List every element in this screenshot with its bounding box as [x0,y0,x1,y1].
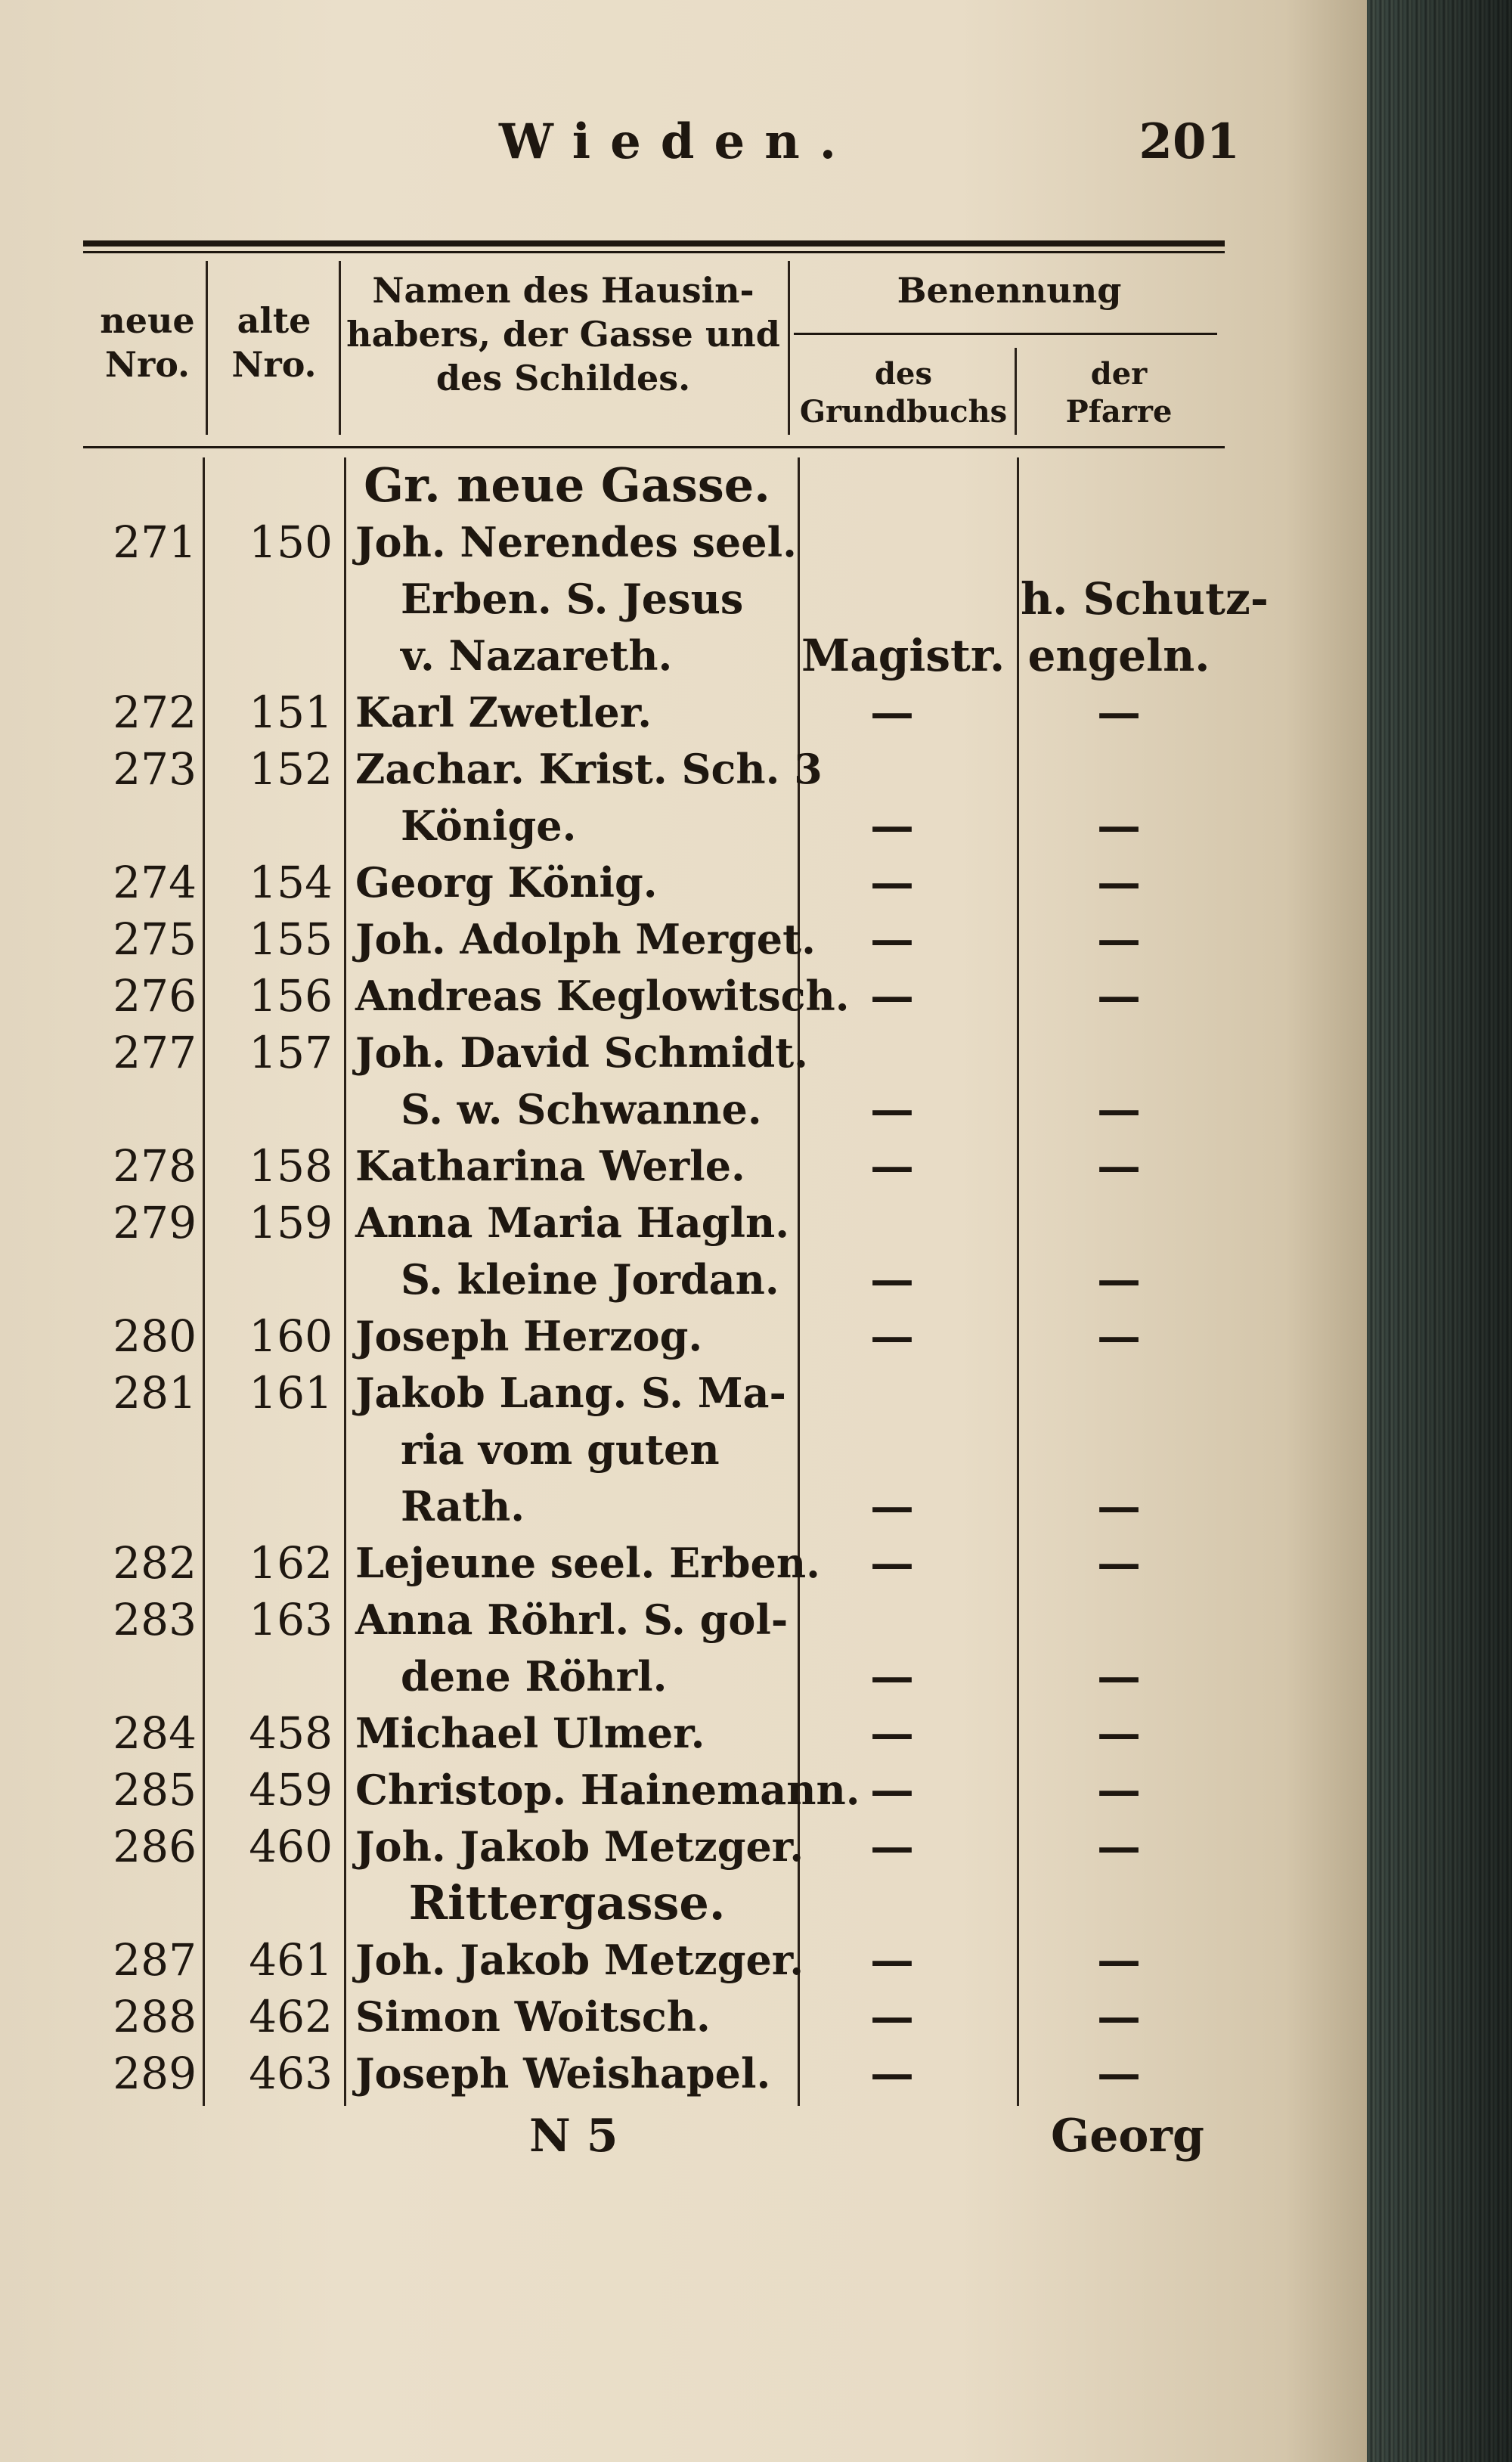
header-pfarre-line2: Pfarre [1065,394,1173,429]
new-number: 289 [113,2048,197,2099]
owner-name: Anna Röhrl. S. gol- [355,1595,789,1644]
table-row [0,1195,1367,1251]
new-number: 280 [113,1310,197,1362]
pfarre-cell: — [1097,1254,1141,1305]
owner-name: Erben. S. Jesus [401,575,744,623]
new-number: 285 [113,1764,197,1815]
new-number: 283 [113,1594,197,1645]
street-heading [0,457,1367,513]
top-rule-thin [83,251,1225,253]
table-row [0,1705,1367,1761]
benennung-rule [794,333,1217,335]
owner-name: Georg König. [355,858,658,907]
old-number: 157 [249,1027,333,1078]
street-name: Rittergasse. [408,1875,726,1930]
table-row [0,1025,1367,1081]
owner-name: dene Röhrl. [401,1652,668,1701]
old-number: 151 [249,687,333,738]
owner-name: Simon Woitsch. [355,1992,711,2041]
table-row [0,571,1367,627]
grundbuch-cell: Magistr. [801,630,1005,681]
old-number: 460 [249,1821,333,1872]
pfarre-cell: engeln. [1027,630,1210,681]
new-number: 272 [113,687,197,738]
owner-name: ria vom guten [401,1425,720,1474]
pfarre-cell: — [1097,1140,1141,1192]
table-row [0,968,1367,1024]
old-number: 162 [249,1537,333,1589]
owner-name: Karl Zwetler. [355,688,652,736]
owner-name: S. kleine Jordan. [401,1255,779,1304]
owner-name: Andreas Keglowitsch. [355,972,850,1020]
grundbuch-cell: — [870,800,914,851]
table-row [0,1592,1367,1648]
header-namen-line1: Namen des Hausin- [372,270,754,311]
grundbuch-cell: — [870,1140,914,1192]
old-number: 161 [249,1367,333,1419]
pfarre-cell: — [1097,1821,1141,1872]
grundbuch-cell: — [870,970,914,1022]
new-number: 275 [113,913,197,965]
new-number: 274 [113,857,197,908]
signature-mark: N 5 [529,2110,618,2163]
header-namen-line3: des Schildes. [435,358,691,398]
old-number: 458 [249,1707,333,1759]
new-number: 277 [113,1027,197,1078]
header-grundbuchs-line2: Grundbuchs [799,394,1008,429]
table-row [0,911,1367,967]
pfarre-cell: — [1097,857,1141,908]
running-title: Wieden. [499,113,857,170]
old-number: 459 [249,1764,333,1815]
owner-name: Könige. [401,802,577,850]
owner-name: Lejeune seel. Erben. [355,1539,820,1587]
table-row [0,1308,1367,1364]
grundbuch-cell: — [870,1537,914,1589]
new-number: 287 [113,1934,197,1986]
pfarre-cell: — [1097,913,1141,965]
header-neue-line1: neue [100,300,195,341]
table-row [0,1422,1367,1478]
table-row [0,1365,1367,1421]
grundbuch-cell: — [870,1651,914,1702]
old-number: 462 [249,1991,333,2042]
grundbuch-cell: — [870,1991,914,2042]
header-bottom-rule [83,446,1225,448]
pfarre-cell: — [1097,1651,1141,1702]
owner-name: Katharina Werle. [355,1142,745,1190]
table-row [0,1138,1367,1194]
owner-name: Joh. David Schmidt. [355,1028,808,1077]
owner-name: Joseph Weishapel. [355,2049,771,2098]
header-divider [339,261,341,435]
table-row [0,1535,1367,1591]
owner-name: Michael Ulmer. [355,1709,705,1757]
new-number: 284 [113,1707,197,1759]
table-row [0,628,1367,684]
grundbuch-cell: — [870,1821,914,1872]
new-number: 281 [113,1367,197,1419]
old-number: 158 [249,1140,333,1192]
pfarre-cell: — [1097,970,1141,1022]
header-alte-line1: alte [237,300,311,341]
table-row [0,1762,1367,1818]
old-number: 154 [249,857,333,908]
table-row [0,1819,1367,1874]
grundbuch-cell: — [870,913,914,965]
pfarre-cell: — [1097,1934,1141,1986]
top-rule [83,240,1225,247]
owner-name: Zachar. Krist. Sch. 3 [355,745,823,793]
table-row [0,1251,1367,1307]
table-row [0,1478,1367,1534]
old-number: 150 [249,516,333,568]
new-number: 271 [113,516,197,568]
new-number: 273 [113,743,197,795]
new-number: 276 [113,970,197,1022]
old-number: 155 [249,913,333,965]
page-number: 201 [1139,113,1240,170]
pfarre-cell: — [1097,1537,1141,1589]
old-number: 163 [249,1594,333,1645]
book-page-edge [1367,0,1512,2462]
table-row [0,1648,1367,1704]
catchword: Georg [1051,2110,1204,2163]
owner-name: Christop. Hainemann. [355,1766,860,1814]
owner-name: Joh. Jakob Metzger. [355,1822,804,1871]
header-pfarre-line1: der [1090,356,1148,392]
grundbuch-cell: — [870,857,914,908]
table-row [0,684,1367,740]
header-pfarre [1021,355,1217,431]
header-neue [91,299,204,386]
table-row [0,1081,1367,1137]
pfarre-cell: — [1097,1481,1141,1532]
pfarre-cell: — [1097,1707,1141,1759]
table-row [0,2045,1367,2101]
header-neue-line2: Nro. [104,344,191,385]
table-row [0,1932,1367,1988]
owner-name: Anna Maria Hagln. [355,1198,790,1247]
owner-name: S. w. Schwanne. [401,1085,762,1133]
grundbuch-cell: — [870,1254,914,1305]
grundbuch-cell: — [870,1481,914,1532]
owner-name: v. Nazareth. [401,631,673,680]
grundbuch-cell: — [870,1310,914,1362]
pfarre-cell: h. Schutz- [1021,573,1269,625]
grundbuch-cell: — [870,1934,914,1986]
new-number: 288 [113,1991,197,2042]
new-number: 278 [113,1140,197,1192]
table-row [0,1989,1367,2045]
table-row [0,514,1367,570]
new-number: 286 [113,1821,197,1872]
pfarre-cell: — [1097,1310,1141,1362]
owner-name: Joh. Nerendes seel. [355,518,797,566]
grundbuch-cell: — [870,1084,914,1135]
pfarre-cell: — [1097,1084,1141,1135]
header-alte [215,299,333,386]
owner-name: Jakob Lang. S. Ma- [355,1369,786,1417]
old-number: 160 [249,1310,333,1362]
new-number: 279 [113,1197,197,1248]
header-divider [1015,348,1017,435]
pfarre-cell: — [1097,2048,1141,2099]
table-row [0,854,1367,910]
header-grundbuchs-line1: des [875,356,932,392]
owner-name: Joh. Adolph Merget. [355,915,816,963]
pfarre-cell: — [1097,1991,1141,2042]
header-alte-line2: Nro. [231,344,317,385]
old-number: 156 [249,970,333,1022]
pfarre-cell: — [1097,687,1141,738]
new-number: 282 [113,1537,197,1589]
header-namen-line2: habers, der Gasse und [346,314,780,355]
owner-name: Joseph Herzog. [355,1312,703,1360]
old-number: 463 [249,2048,333,2099]
header-divider [206,261,208,435]
pfarre-cell: — [1097,800,1141,851]
grundbuch-cell: — [870,2048,914,2099]
owner-name: Rath. [401,1482,525,1530]
header-namen [344,268,782,400]
old-number: 152 [249,743,333,795]
header-benennung: Benennung [897,270,1122,311]
old-number: 159 [249,1197,333,1248]
street-heading [0,1875,1367,1931]
header-grundbuchs [794,355,1013,431]
table-row [0,798,1367,854]
grundbuch-cell: — [870,687,914,738]
owner-name: Joh. Jakob Metzger. [355,1936,804,1984]
street-name: Gr. neue Gasse. [364,457,770,513]
pfarre-cell: — [1097,1764,1141,1815]
grundbuch-cell: — [870,1707,914,1759]
header-divider [788,261,790,435]
table-row [0,741,1367,797]
old-number: 461 [249,1934,333,1986]
grundbuch-cell: — [870,1764,914,1815]
